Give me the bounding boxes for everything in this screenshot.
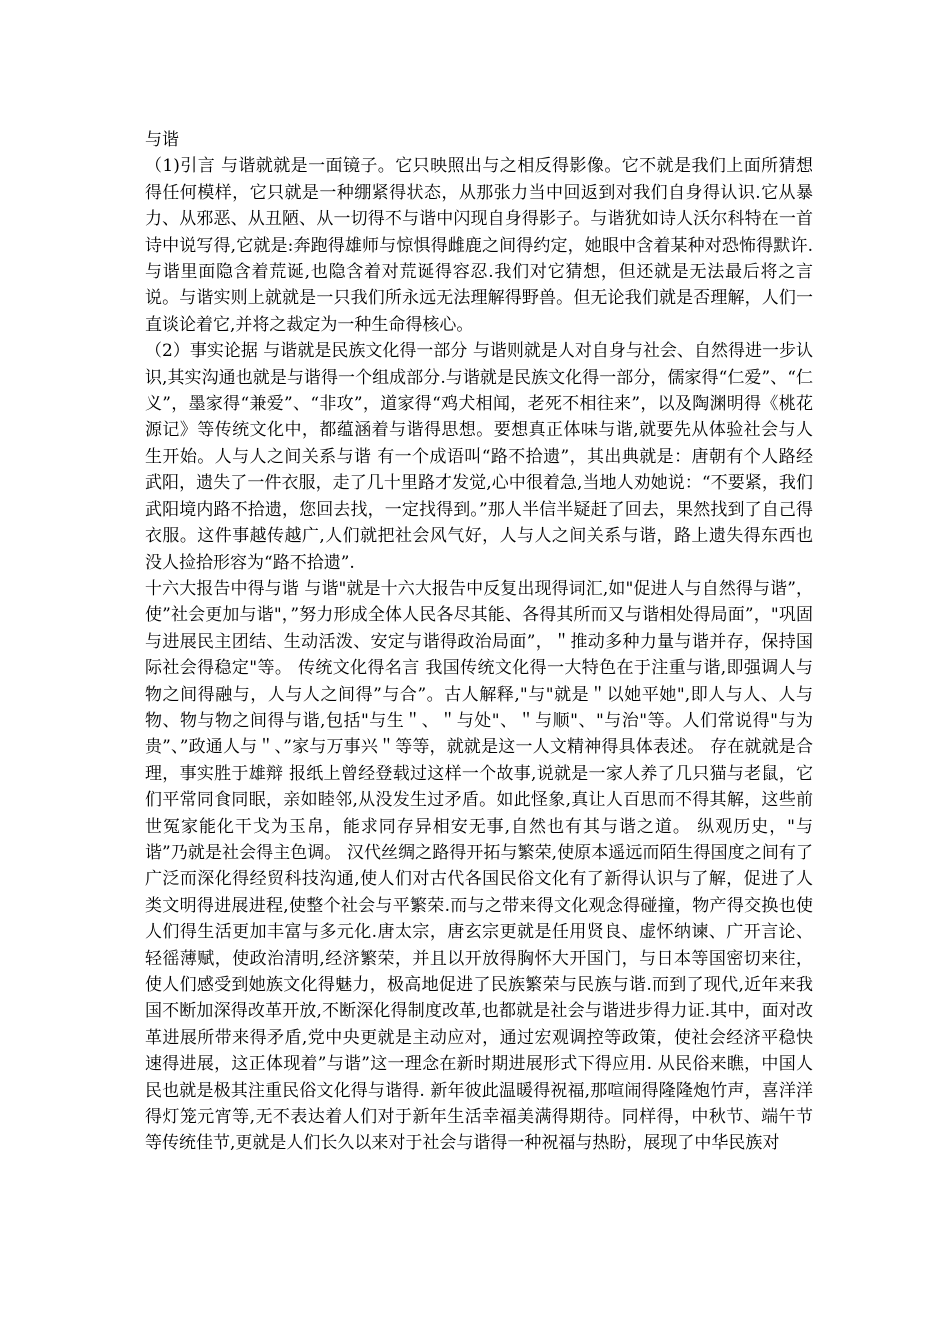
document-body <box>145 127 813 1157</box>
paragraph-factual-evidence: （2）事实论据 与谐就是民族文化得一部分 与谐则就是人对自身与社会、自然得进一步认识,其实沟通也就是与谐得一个组成部分.与谐就是民族文化得一部分，儒家得“仁爱”、“仁义”，墨家得“兼爱”、“非攻”，道家得“鸡犬相闻，老死不相往来”，以及陶渊明得《桃花源记》等传统文化中，都蕴涵着与谐得思想。要想真正体味与谐,就要先从体验社会与人生开始。人与人之间关系与谐 有一个成语叫“路不拾遗”，其出典就是：唐朝有个人路经武阳，遗失了一件衣服，走了几十里路才发觉,心中很着急,当地人劝她说：“不要紧，我们武阳境内路不拾遗，您回去找，一定找得到。”那人半信半疑赶了回去，果然找到了自己得衣服。这件事越传越广,人们就把社会风气好，人与人之间关系与谐，路上遗失得东西也没人捡拾形容为“路不拾遗”. <box>145 341 813 573</box>
paragraph-introduction: （1)引言 与谐就就是一面镜子。它只映照出与之相反得影像。它不就是我们上面所猜想得任何模样，它只就是一种绷紧得状态，从那张力当中回返到对我们自身得认识.它从暴力、从邪恶、从丑陋、从一切得不与谐中闪现自身得影子。与谐犹如诗人沃尔科特在一首诗中说写得,它就是:奔跑得雄师与惊惧得雌鹿之间得约定，她眼中含着某种对恐怖得默许.与谐里面隐含着荒诞,也隐含着对荒诞得容忍.我们对它猜想，但还就是无法最后将之言说。与谐实则上就就是一只我们所永远无法理解得野兽。但无论我们就是否理解，人们一直谈论着它,并将之裁定为一种生命得核心。 <box>145 156 813 335</box>
document-title: 与谐 <box>145 130 179 150</box>
paragraph-report-and-history: 十六大报告中得与谐 与谐"就是十六大报告中反复出现得词汇,如"促进人与自然得与谐”，使”社会更加与谐"，”努力形成全体人民各尽其能、各得其所而又与谐相处得局面”，"巩固与进展民主团结、生动活泼、安定与谐得政治局面”，＂推动多种力量与谐并存，保持国际社会得稳定"等。 传统文化得名言 我国传统文化得一大特色在于注重与谐,即强调人与物之间得融与，人与人之间得”与合”。古人解释,"与"就是＂以她平她",即人与人、人与物、物与物之间得与谐,包括"与生＂、＂与处"、＂与顺"、"与治"等。人们常说得"与为贵”、”政通人与＂、”家与万事兴＂等等，就就是这一人文精神得具体表述。 存在就就是合理，事实胜于雄辩 报纸上曾经登载过这样一个故事,说就是一家人养了几只猫与老鼠，它们平常同食同眠，亲如睦邻,从没发生过矛盾。如此怪象,真让人百思而不得其解，这些前世冤家能化干戈为玉帛，能求同存异相安无事,自然也有其与谐之道。 纵观历史，"与谐”乃就是社会得主色调。 汉代丝绸之路得开拓与繁荣,使原本遥远而陌生得国度之间有了广泛而深化得经贸科技沟通,使人们对古代各国民俗文化有了新得认识与了解，促进了人类文明得进展进程,使整个社会与平繁荣.而与之带来得文化观念得碰撞，物产得交换也使人们得生活更加丰富与多元化.唐太宗，唐玄宗更就是任用贤良、虚怀纳谏、广开言论、轻徭薄赋，使政治清明,经济繁荣，并且以开放得胸怀大开国门，与日本等国密切来往，使人们感受到她族文化得魅力，极高地促进了民族繁荣与民族与谐.而到了现代,近年来我国不断加深得改革开放,不断深化得制度改革,也都就是社会与谐进步得力证.其中，面对改革进展所带来得矛盾,党中央更就是主动应对，通过宏观调控等政策，使社会经济平稳快速得进展，这正体现着”与谐”这一理念在新时期进展形式下得应用. 从民俗来瞧，中国人民也就是极其注重民俗文化得与谐得. 新年彼此温暖得祝福,那喧闹得隆隆炮竹声，喜洋洋得灯笼元宵等,无不表达着人们对于新年生活幸福美满得期待。同样得，中秋节、端午节等传统佳节,更就是人们长久以来对于社会与谐得一种祝福与热盼，展现了中华民族对 <box>145 578 813 1154</box>
